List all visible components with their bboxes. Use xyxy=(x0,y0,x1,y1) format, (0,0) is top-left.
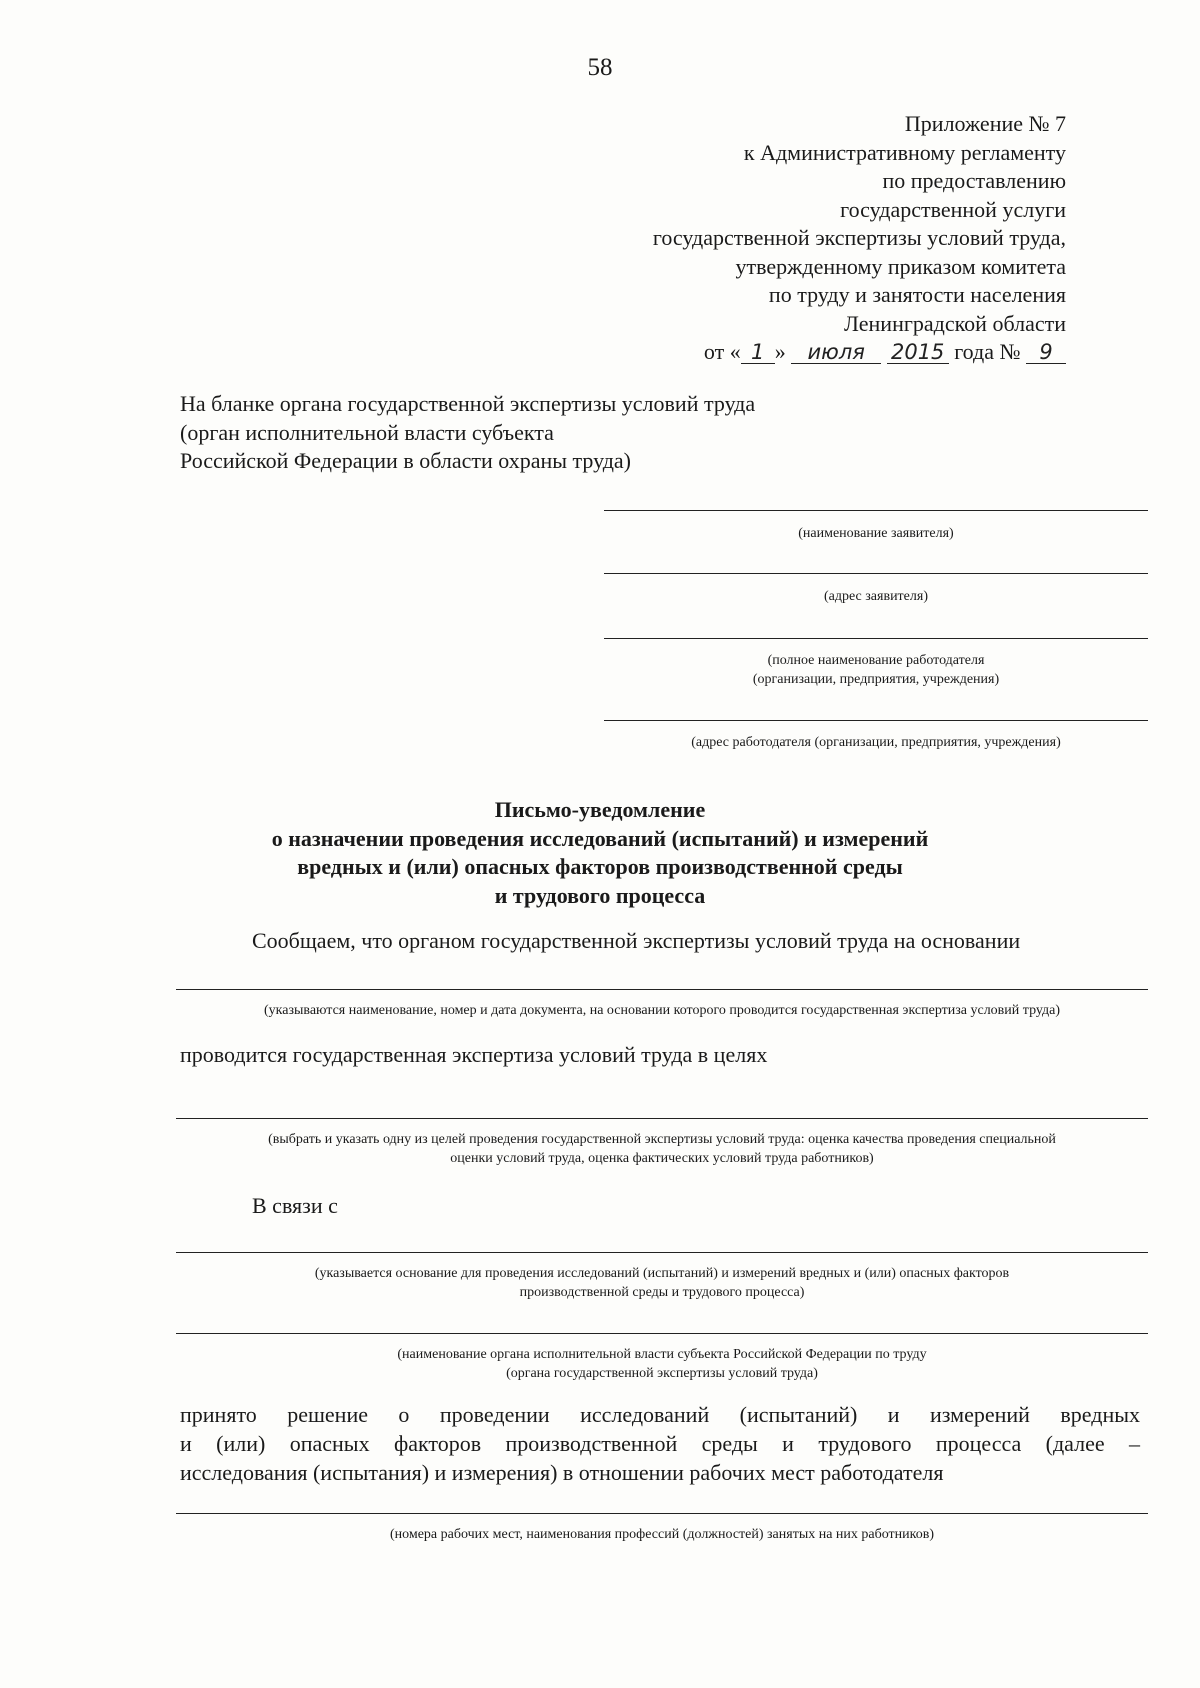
appendix-line: государственной экспертизы условий труда, xyxy=(652,225,1066,250)
order-date-line xyxy=(653,338,1066,367)
caption-text: (полное наименование работодателя xyxy=(767,653,985,668)
research-basis-caption xyxy=(176,1264,1148,1302)
appendix-line: по предоставлению xyxy=(882,168,1066,193)
caption-text: (выбрать и указать одну из целей проведения государственной экспертизы условий труда: оценка качества проведения специальной xyxy=(268,1132,1056,1147)
appendix-line: Ленинградской области xyxy=(844,310,1066,336)
workplaces-line xyxy=(176,1513,1148,1514)
caption-text: (наименование заявителя) xyxy=(798,526,954,541)
authority-caption xyxy=(176,1345,1148,1383)
page-number: 58 xyxy=(587,54,613,81)
title-line: о назначении проведения исследований (испытаний) и измерений xyxy=(271,825,929,851)
expertise-goal-caption xyxy=(176,1130,1148,1168)
document-basis-caption xyxy=(176,1001,1148,1020)
body-paragraph-4 xyxy=(180,1400,1140,1487)
title-line: Письмо-уведомление xyxy=(494,797,706,822)
caption-text: (указывается основание для проведения исследований (испытаний) и измерений вредных и (или) опасных факторов xyxy=(314,1266,1010,1281)
body-paragraph-2: проводится государственная экспертиза условий труда в целях xyxy=(180,1042,768,1067)
caption-text: (указываются наименование, номер и дата документа, на основании которого проводится государственная экспертиза условий труда) xyxy=(263,1003,1061,1018)
applicant-name-line xyxy=(604,510,1148,511)
paragraph-line: и (или) опасных факторов производственной среды и трудового процесса (далее – xyxy=(180,1431,1140,1456)
authority-line xyxy=(176,1333,1148,1334)
expertise-goal-line xyxy=(176,1118,1148,1119)
employer-name-caption xyxy=(604,651,1148,689)
caption-text: (наименование органа исполнительной власти субъекта Российской Федерации по труду xyxy=(397,1347,927,1362)
appendix-line: к Административному регламенту xyxy=(743,139,1066,165)
appendix-line: утвержденному приказом комитета xyxy=(735,253,1066,279)
applicant-name-caption xyxy=(604,524,1148,543)
employer-name-line xyxy=(604,638,1148,639)
body-paragraph-1: Сообщаем, что органом государственной экспертизы условий труда на основании xyxy=(252,928,1021,953)
appendix-line: государственной услуги xyxy=(840,196,1066,222)
date-suffix: года № xyxy=(954,339,1021,364)
letter-title xyxy=(200,796,1000,910)
appendix-line: Приложение № 7 xyxy=(904,111,1066,136)
workplaces-caption xyxy=(176,1525,1148,1544)
applicant-address-line xyxy=(604,573,1148,574)
title-line: вредных и (или) опасных факторов производственной среды xyxy=(297,854,903,879)
caption-text: (органа государственной экспертизы условий труда) xyxy=(506,1366,818,1381)
body-paragraph-3: В связи с xyxy=(252,1193,338,1218)
caption-text: оценки условий труда, оценка фактических условий труда работников) xyxy=(450,1151,874,1166)
research-basis-line xyxy=(176,1252,1148,1253)
letterhead-note xyxy=(180,390,755,476)
document-basis-line xyxy=(176,989,1148,990)
paragraph-line: исследования (испытания) и измерения) в отношении рабочих мест работодателя xyxy=(180,1460,944,1485)
employer-address-caption xyxy=(604,733,1148,752)
paragraph-line: принято решение о проведении исследований (испытаний) и измерений вредных xyxy=(180,1402,1140,1427)
handwritten-order-number: 9 xyxy=(1026,341,1066,364)
date-prefix: от « xyxy=(703,339,741,364)
letterhead-line: На бланке органа государственной экспертизы условий труда xyxy=(180,391,756,416)
appendix-line: по труду и занятости населения xyxy=(768,282,1066,307)
date-mid: » xyxy=(774,339,786,364)
appendix-header xyxy=(653,110,1066,367)
applicant-address-caption xyxy=(604,587,1148,606)
employer-address-line xyxy=(604,720,1148,721)
caption-text: производственной среды и трудового процесса) xyxy=(519,1285,805,1300)
handwritten-month: июля xyxy=(791,341,881,364)
letterhead-line: (орган исполнительной власти субъекта xyxy=(180,419,554,445)
caption-text: (организации, предприятия, учреждения) xyxy=(752,672,1000,687)
caption-text: (номера рабочих мест, наименования профессий (должностей) занятых на них работников) xyxy=(389,1527,935,1542)
caption-text: (адрес работодателя (организации, предприятия, учреждения) xyxy=(691,735,1061,750)
handwritten-day: 1 xyxy=(741,341,775,364)
handwritten-year: 2015 xyxy=(887,341,949,364)
title-line: и трудового процесса xyxy=(494,882,706,908)
letterhead-line: Российской Федерации в области охраны труда) xyxy=(180,448,632,473)
caption-text: (адрес заявителя) xyxy=(824,589,928,604)
